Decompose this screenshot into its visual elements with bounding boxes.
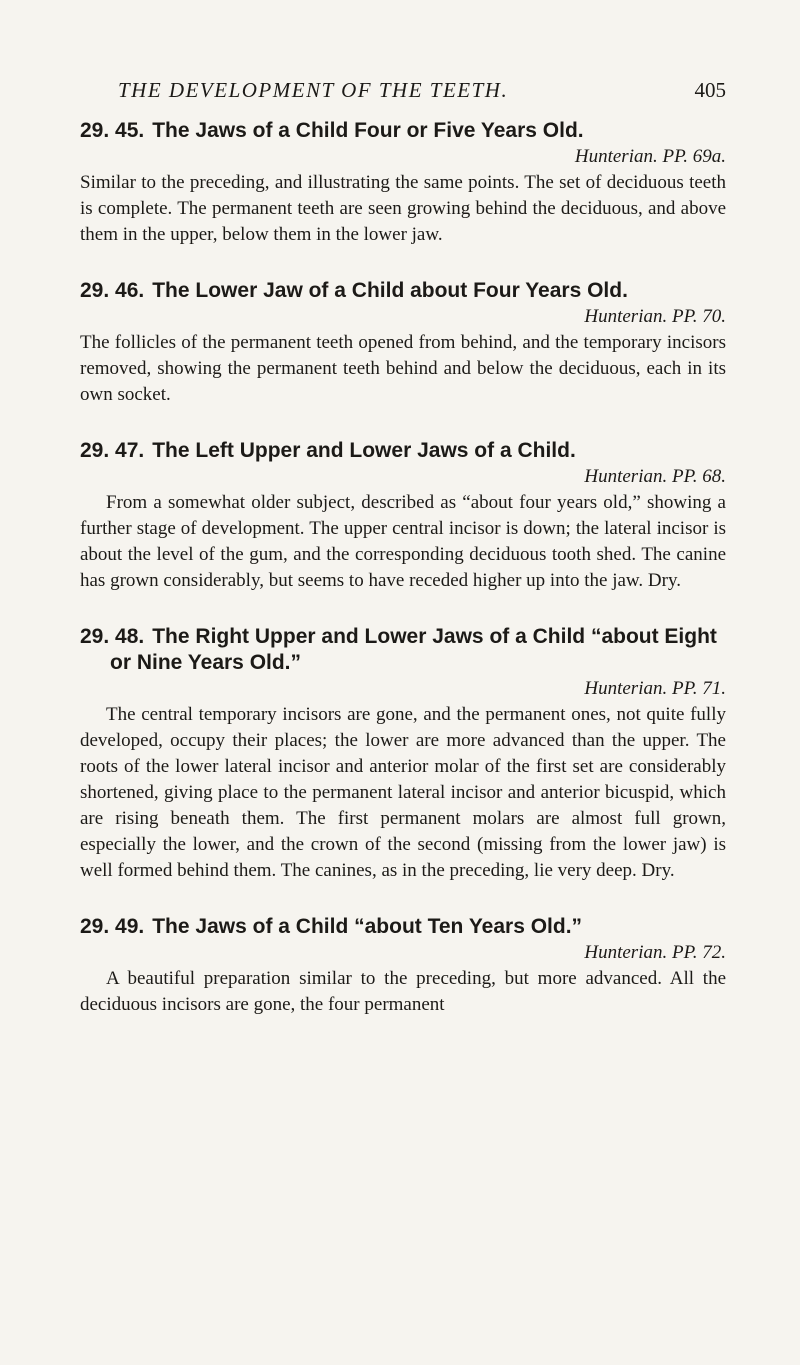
entry-title-text: The Lower Jaw of a Child about Four Years Old. <box>152 279 628 302</box>
catalogue-entry <box>80 278 726 408</box>
entry-number: 29. 45. <box>80 119 145 142</box>
entry-description: The follicles of the permanent teeth opened from behind, and the temporary incisors removed, showing the permanent teeth behind and below the deciduous, each in its own socket. <box>80 332 726 405</box>
catalogue-entry <box>80 624 726 884</box>
catalogue-entry <box>80 914 726 1018</box>
running-title: THE DEVELOPMENT OF THE TEETH. <box>118 78 509 102</box>
entry-number: 29. 46. <box>80 279 145 302</box>
catalogue-reference: Hunterian. PP. 72. <box>584 942 726 963</box>
entry-number: 29. 49. <box>80 915 145 938</box>
entry-title <box>80 914 726 940</box>
entry-title-text: The Left Upper and Lower Jaws of a Child. <box>152 439 576 462</box>
page-number: 405 <box>694 78 726 102</box>
entry-title <box>80 278 726 304</box>
entry-title-text: The Jaws of a Child Four or Five Years Old. <box>152 119 584 142</box>
entry-title-text: The Right Upper and Lower Jaws of a Child “about Eight or Nine Years Old.” <box>110 625 717 674</box>
catalogue-reference: Hunterian. PP. 71. <box>584 678 726 699</box>
catalogue-entry <box>80 438 726 594</box>
catalogue-entry <box>80 118 726 248</box>
entry-title <box>80 438 726 464</box>
entry-description: A beautiful preparation similar to the preceding, but more advanced. All the deciduous incisors are gone, the four permanent <box>80 968 726 1015</box>
entry-title <box>80 118 726 144</box>
entry-description: The central temporary incisors are gone, and the permanent ones, not quite fully developed, occupy their places; the lower are more advanced than the upper. The roots of the lower lateral incisor and anterior molar of the first set are considerably shortened, giving place to the permanent lateral incisor and anterior bicuspid, which are rising beneath them. The first permanent molars are almost full grown, especially the lower, and the crown of the second (missing from the lower jaw) is well formed behind them. The canines, as in the preceding, lie very deep. Dry. <box>80 704 726 881</box>
entry-number: 29. 48. <box>80 625 145 648</box>
catalogue-reference: Hunterian. PP. 69a. <box>574 146 726 167</box>
catalogue-reference: Hunterian. PP. 70. <box>584 306 726 327</box>
entry-title-text: The Jaws of a Child “about Ten Years Old.” <box>152 915 583 938</box>
entry-description: Similar to the preceding, and illustrating the same points. The set of deciduous teeth is complete. The permanent teeth are seen growing behind the deciduous, and above them in the upper, below them in the lower jaw. <box>80 172 726 245</box>
entry-title <box>80 624 726 676</box>
entry-number: 29. 47. <box>80 439 145 462</box>
entry-description: From a somewhat older subject, described as “about four years old,” showing a further stage of development. The upper central incisor is down; the lateral incisor is about the level of the gum, and the corresponding deciduous tooth shed. The canine has grown considerably, but seems to have receded higher up into the jaw. Dry. <box>80 492 726 591</box>
book-page <box>80 0 726 1048</box>
running-head <box>80 78 726 118</box>
catalogue-reference: Hunterian. PP. 68. <box>584 466 726 487</box>
